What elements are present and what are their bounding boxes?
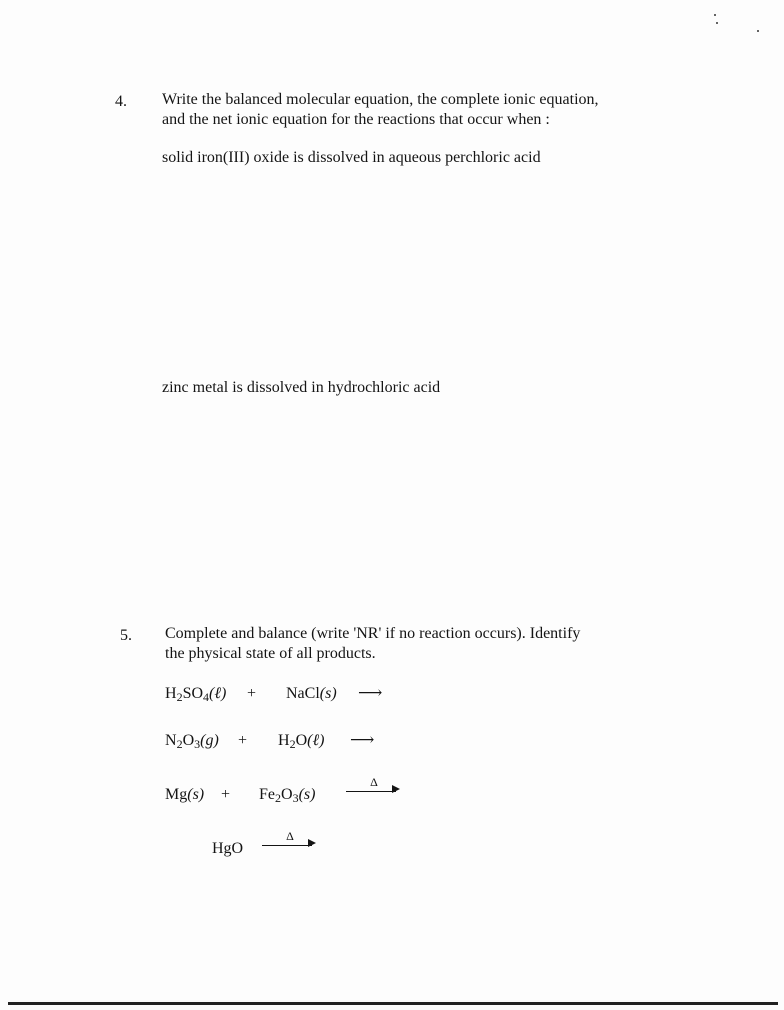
question-4-prompt-line-1: Write the balanced molecular equation, the complete ionic equation, <box>162 91 599 108</box>
reaction-4-reactant-1: HgO <box>212 840 244 857</box>
reaction-3-reactant-2: $Fe_2O_3(s)$ <box>259 786 316 805</box>
question-4-number: 4. <box>115 93 127 110</box>
reaction-1-reactant-1: $H_2SO_4(\ell)$ <box>165 685 227 704</box>
reaction-4-heat-arrow <box>262 829 318 853</box>
scan-speck <box>757 30 759 32</box>
reaction-3-heat-arrow <box>346 775 402 799</box>
reaction-2-plus: + <box>238 732 248 749</box>
reaction-3-reactant-1: Mg(s) <box>165 786 205 803</box>
reaction-2-reactant-2: $H_2O(\ell)$ <box>278 732 325 751</box>
reaction-2-arrow: ⟶ <box>350 730 375 749</box>
question-4-prompt-line-2: and the net ionic equation for the reactions that occur when : <box>162 111 550 128</box>
reaction-1-plus: + <box>247 685 257 702</box>
bottom-rule <box>8 1002 778 1005</box>
reaction-2-reactant-1: $N_2O_3(g)$ <box>165 732 219 751</box>
question-5-prompt-line-1: Complete and balance (write 'NR' if no reaction occurs). Identify <box>165 625 581 642</box>
question-4-part-b: zinc metal is dissolved in hydrochloric acid <box>162 379 441 396</box>
scan-speck <box>716 22 718 24</box>
question-4-part-a: solid iron(III) oxide is dissolved in aqueous perchloric acid <box>162 149 541 166</box>
question-5-number: 5. <box>120 627 132 644</box>
question-5-prompt-line-2: the physical state of all products. <box>165 645 376 662</box>
reaction-1-arrow: ⟶ <box>358 683 383 702</box>
heat-symbol: Δ <box>370 775 378 789</box>
heat-symbol: Δ <box>286 829 294 843</box>
reaction-3-plus: + <box>221 786 231 803</box>
reaction-1-reactant-2: NaCl(s) <box>286 685 337 702</box>
scan-speck <box>714 14 716 16</box>
